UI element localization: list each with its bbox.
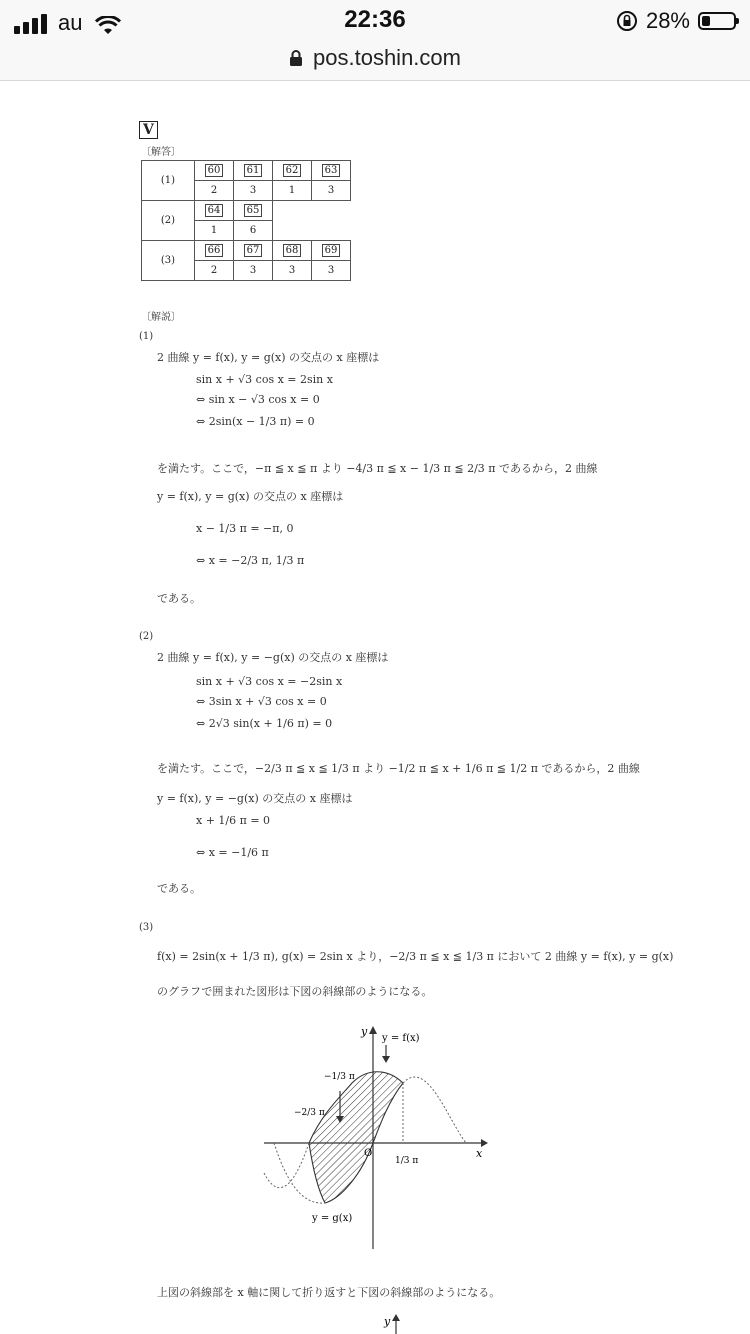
part2-condition2: y = f(x), y = −g(x) の交点の x 座標は <box>157 792 353 805</box>
rotation-lock-icon <box>616 10 638 32</box>
document-page <box>0 81 750 1334</box>
answer-value: 3 <box>234 261 273 281</box>
battery-percent: 28% <box>645 8 690 33</box>
answer-box: 67 <box>244 244 263 257</box>
next-graph-y-axis <box>382 1313 412 1334</box>
answer-box: 69 <box>322 244 341 257</box>
label-g: y = g(x) <box>312 1213 353 1224</box>
answer-label: (1) <box>142 161 195 201</box>
part3-line1: f(x) = 2sin(x + 1/3 π), g(x) = 2sin x より，−2/3 π ≦ x ≦ 1/3 π において 2 曲線 y = f(x), y = g(x) <box>157 950 674 963</box>
answer-value: 1 <box>195 221 234 241</box>
part2-solution1: x + 1/6 π = 0 <box>196 814 271 827</box>
answer-table <box>141 160 351 281</box>
carrier-name: au <box>58 10 83 35</box>
explanation-heading: 〔解説〕 <box>141 312 181 323</box>
clock: 22:36 <box>344 6 406 33</box>
lock-icon <box>289 49 303 67</box>
after-graph-text: 上図の斜線部を x 軸に関して折り返すと下図の斜線部のようになる。 <box>157 1286 501 1299</box>
label-f: y = f(x) <box>382 1033 420 1044</box>
part-label: (2) <box>139 631 154 642</box>
label-13pi: 1/3 π <box>395 1156 419 1166</box>
answer-box: 65 <box>244 204 263 217</box>
curve-g-right-dotted <box>403 1077 466 1143</box>
battery-fill <box>702 16 710 26</box>
label-m13pi: −1/3 π <box>324 1072 355 1082</box>
part1-condition2: y = f(x), y = g(x) の交点の x 座標は <box>157 490 344 503</box>
answer-box: 64 <box>205 204 224 217</box>
url-bar[interactable] <box>0 36 750 81</box>
part1-solution2: ⇔ x = −2/3 π, 1/3 π <box>196 554 305 567</box>
part1-end: である。 <box>157 592 201 605</box>
battery-icon <box>698 12 736 30</box>
x-axis-arrow <box>481 1139 488 1147</box>
answer-heading: 〔解答〕 <box>141 147 181 158</box>
x-axis-label: x <box>476 1147 483 1160</box>
origin-label: O <box>364 1148 373 1159</box>
part2-end: である。 <box>157 882 201 895</box>
y-axis-arrow <box>369 1026 377 1034</box>
part2-eq3: ⇔ 2√3 sin(x + 1/6 π) = 0 <box>196 717 333 730</box>
answer-box: 63 <box>322 164 341 177</box>
part-label: (3) <box>139 922 154 933</box>
status-right <box>616 8 736 34</box>
section-number: V <box>139 121 158 139</box>
answer-value: 2 <box>195 181 234 201</box>
part1-intro: 2 曲線 y = f(x), y = g(x) の交点の x 座標は <box>157 351 380 364</box>
sine-graph <box>262 1023 492 1253</box>
label-m23pi: −2/3 π <box>294 1108 325 1118</box>
answer-value: 3 <box>234 181 273 201</box>
part2-eq1: sin x + √3 cos x = −2sin x <box>196 675 343 688</box>
part-label: (1) <box>139 331 154 342</box>
part1-eq3: ⇔ 2sin(x − 1/3 π) = 0 <box>196 415 315 428</box>
answer-value: 3 <box>312 261 351 281</box>
answer-label: (3) <box>142 241 195 281</box>
part3-line2: のグラフで囲まれた図形は下図の斜線部のようになる。 <box>157 985 433 998</box>
answer-box: 62 <box>283 164 302 177</box>
curve-f-dotted <box>264 1143 309 1188</box>
part2-condition: を満たす。ここで，−2/3 π ≦ x ≦ 1/3 π より −1/2 π ≦ x + 1/6 π ≦ 1/2 π であるから，2 曲線 <box>157 762 640 775</box>
answer-value: 1 <box>273 181 312 201</box>
arrow-f-head <box>382 1056 390 1063</box>
part1-eq1: sin x + √3 cos x = 2sin x <box>196 373 333 386</box>
answer-value: 3 <box>273 261 312 281</box>
answer-box: 60 <box>205 164 224 177</box>
answer-box: 61 <box>244 164 263 177</box>
answer-value: 6 <box>234 221 273 241</box>
next-y-axis-label: y <box>384 1315 391 1328</box>
url-text[interactable]: pos.toshin.com <box>313 45 461 70</box>
shaded-region <box>309 1072 403 1203</box>
answer-value: 3 <box>312 181 351 201</box>
answer-box: 66 <box>205 244 224 257</box>
part2-solution2: ⇔ x = −1/6 π <box>196 846 269 859</box>
part2-intro: 2 曲線 y = f(x), y = −g(x) の交点の x 座標は <box>157 651 389 664</box>
part1-eq2: ⇔ sin x − √3 cos x = 0 <box>196 393 320 406</box>
answer-box: 68 <box>283 244 302 257</box>
answer-label: (2) <box>142 201 195 241</box>
part1-solution1: x − 1/3 π = −π, 0 <box>196 522 294 535</box>
y-axis-label: y <box>361 1025 368 1038</box>
part1-condition: を満たす。ここで，−π ≦ x ≦ π より −4/3 π ≦ x − 1/3 π ≦ 2/3 π であるから，2 曲線 <box>157 462 598 475</box>
part2-eq2: ⇔ 3sin x + √3 cos x = 0 <box>196 695 327 708</box>
answer-value: 2 <box>195 261 234 281</box>
